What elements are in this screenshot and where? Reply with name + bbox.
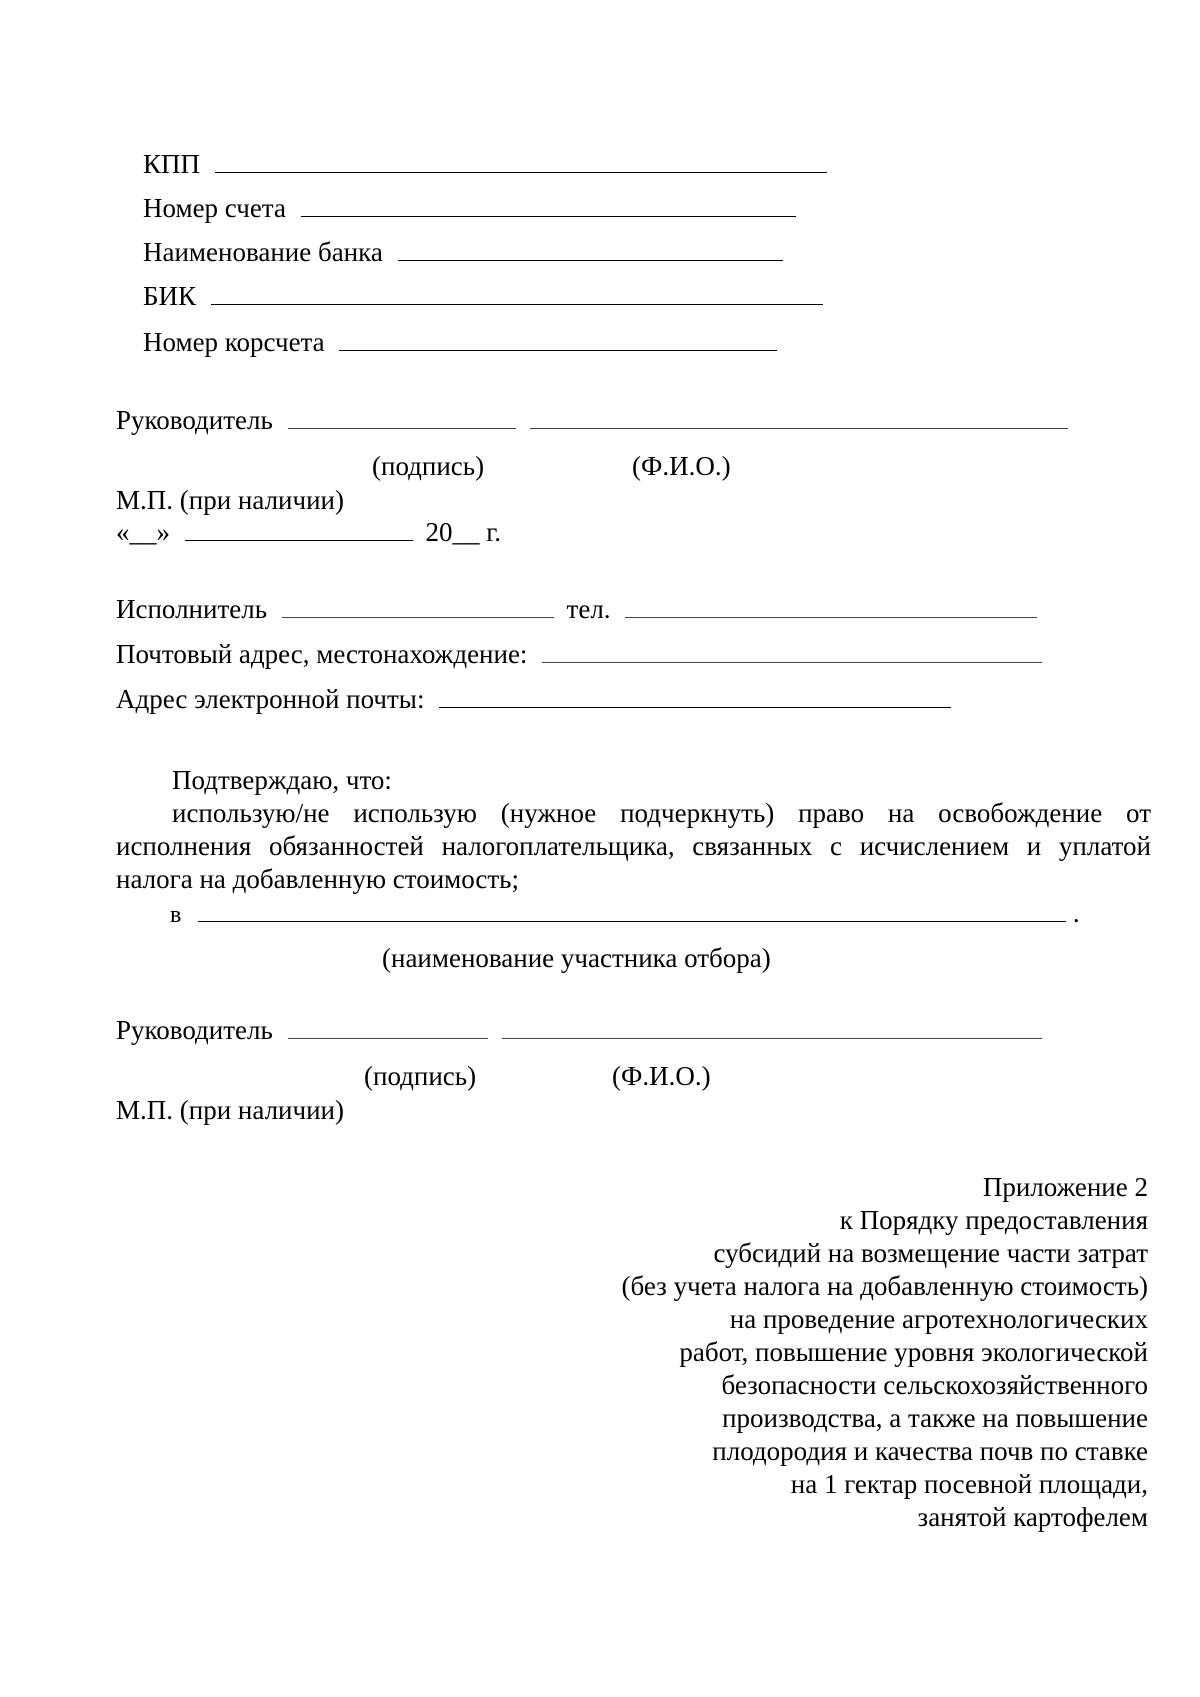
appendix-line: занятой картофелем <box>917 1502 1148 1532</box>
sign-caption-2: (подпись) <box>364 1061 477 1091</box>
participant-field[interactable] <box>198 897 1066 922</box>
kpp-field[interactable] <box>215 148 827 173</box>
kpp-row <box>143 147 827 181</box>
appendix-line: субсидий на возмещение части затрат <box>713 1238 1148 1268</box>
appendix-line: плодородия и качества почв по ставке <box>712 1436 1148 1466</box>
account-row <box>143 191 796 225</box>
stamp-label-2: М.П. (при наличии) <box>116 1095 344 1125</box>
corr-account-row <box>143 325 777 359</box>
phone-field[interactable] <box>625 593 1037 618</box>
in-label: в <box>170 902 182 928</box>
appendix-line: на проведение агротехнологических <box>729 1304 1148 1334</box>
fio-caption-2: (Ф.И.О.) <box>612 1061 711 1091</box>
head-label-2: Руководитель <box>116 1015 273 1045</box>
account-label: Номер счета <box>143 193 286 223</box>
head-label: Руководитель <box>116 405 273 435</box>
head-row-1 <box>116 403 1068 437</box>
signature-field[interactable] <box>288 404 516 429</box>
phone-label: тел. <box>566 594 611 624</box>
email-field[interactable] <box>439 683 951 708</box>
confirm-line-2: исполнения обязанностей налогоплательщика, связанных с исчислением и уплатой <box>116 831 1151 861</box>
email-label: Адрес электронной почты: <box>116 684 425 714</box>
executor-row <box>116 592 1037 626</box>
sign-caption: (подпись) <box>372 451 485 481</box>
appendix-line: на 1 гектар посевной площади, <box>790 1469 1148 1499</box>
bank-name-label: Наименование банка <box>143 237 383 267</box>
bik-field[interactable] <box>211 280 823 305</box>
address-label: Почтовый адрес, местонахождение: <box>116 639 528 669</box>
end-dot: . <box>1072 898 1080 928</box>
bank-name-row <box>143 235 783 269</box>
fio-caption: (Ф.И.О.) <box>632 451 731 481</box>
appendix-line: производства, а также на повышение <box>722 1403 1148 1433</box>
fio-field[interactable] <box>530 404 1068 429</box>
date-month-field[interactable] <box>185 516 413 541</box>
participant-row <box>170 896 1080 932</box>
fio-field-2[interactable] <box>502 1014 1042 1039</box>
date-year[interactable]: 20__ г. <box>425 517 502 547</box>
address-row <box>116 637 1042 671</box>
bank-name-field[interactable] <box>398 236 783 261</box>
corr-account-field[interactable] <box>339 326 777 351</box>
date-row <box>116 515 501 549</box>
appendix-title: Приложение 2 <box>982 1172 1148 1202</box>
bik-row <box>143 279 823 313</box>
date-day[interactable]: «__» <box>116 517 170 547</box>
executor-label: Исполнитель <box>116 594 268 624</box>
email-row <box>116 682 951 716</box>
kpp-label: КПП <box>143 149 201 179</box>
stamp-label: М.П. (при наличии) <box>116 485 344 515</box>
confirm-line-3: налога на добавленную стоимость; <box>116 864 519 894</box>
head-row-2 <box>116 1013 1042 1047</box>
executor-field[interactable] <box>282 593 554 618</box>
appendix-line: (без учета налога на добавленную стоимость) <box>621 1271 1148 1301</box>
participant-caption: (наименование участника отбора) <box>382 943 771 973</box>
appendix-line: работ, повышение уровня экологической <box>679 1337 1148 1367</box>
account-field[interactable] <box>301 192 796 217</box>
address-field[interactable] <box>542 638 1042 663</box>
appendix-line: к Порядку предоставления <box>839 1205 1148 1235</box>
appendix-line: безопасности сельскохозяйственного <box>721 1370 1148 1400</box>
confirm-line-1: использую/не использую (нужное подчеркнуть) право на освобождение от <box>172 798 1151 828</box>
corr-account-label: Номер корсчета <box>143 327 325 357</box>
confirm-intro: Подтверждаю, что: <box>172 765 392 795</box>
signature-field-2[interactable] <box>288 1014 488 1039</box>
bik-label: БИК <box>143 281 197 311</box>
